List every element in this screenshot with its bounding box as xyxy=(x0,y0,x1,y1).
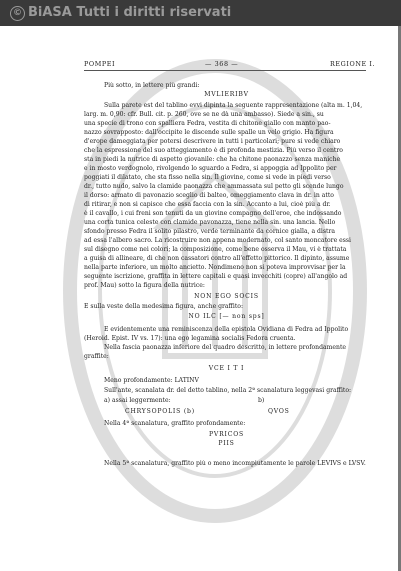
text-line: una corta tunica celeste con clamide pavonazza, tiene nella sin. una lancia. Nello xyxy=(84,219,336,226)
text-line: poggiati il dilatato, che sta fisso nella sin. Il giovine, come si vede in piedi verso xyxy=(84,174,331,181)
inscription: MVLIERIBV xyxy=(204,91,249,98)
text-line: sul disegno come nei colori; la composizione, come bene osserva il Mau, vi è trattata xyxy=(84,246,347,253)
text-line: di ritirar, e non si capisce che essa faccia con la sin. Accanto a lui, cioè più a dr. xyxy=(84,201,331,208)
text-line: Nella 4ª scanalatura, graffito profondamente: xyxy=(104,420,246,427)
inscription: NO ILC [— non sps] xyxy=(188,313,265,320)
text-line: dr., tutto nudo, salvo la clamide paonazza che ammassata sul petto gli scende lungo xyxy=(84,183,344,190)
text-line: a guisa di allineare, di che non cassatori contro all'effetto pittorico. Il dipinto, assume xyxy=(84,255,350,262)
text-line: d'erope dameggiata per potersi descrivere in tutti i particolari; pure si vede chiaro xyxy=(84,138,341,145)
text-line: Sulla parete est del tablino evvi dipinta la seguente rappresentazione (alta m. 1,04, xyxy=(104,102,363,109)
text-line: E sulla veste della medesima figura, anche graffito: xyxy=(84,303,244,310)
text-line: Sull'ante, scanalata dr. del detto tablino, nella 2ª scanalatura leggevasi graffito: xyxy=(104,387,352,394)
running-header-right: REGIONE I. xyxy=(330,60,376,68)
text-line: (Heroid. Epist. IV vs. 17): una ego legamina socialis Fedora cruenta. xyxy=(84,335,296,342)
text-line: ad essa l'albero sacro. La ricostruire non appena modernato, col santo moncatore essi xyxy=(84,237,351,244)
text-line: il dorso: armato di pavonazio sceglio di balteo, omeggiamento clava in dr. in atto xyxy=(84,192,334,199)
graffito-label-a: a) assai leggermente: xyxy=(104,397,171,404)
text-line: È evidentemente una reminiscenza della epistola Ovidiana di Fedra ad Ippolito xyxy=(104,326,349,333)
watermark-bar xyxy=(0,0,401,26)
text-line: nazzo sovrapposto: dall'occipite le discende sulle spalle un velo grigio. Ha figura xyxy=(84,129,334,136)
inscription: PVRICOS xyxy=(209,431,244,438)
text-line: Nella fascia paonazza inferiore del quadro descritto, in lettere profondamente xyxy=(104,344,347,351)
text-line: e in mosto verdognolo, rivolgendo lo sguardo a Fedra, si appoggia ad Ippolito per xyxy=(84,165,337,172)
text-line: seguente iscrizione, graffita in lettere capitali e quasi invecchiti (copre) all'angolo ad xyxy=(84,273,348,280)
text-line: che la espressione del suo atteggiamento è di profonda mestizia. Più verso il centro xyxy=(84,147,343,154)
graffito-word-b: QVOS xyxy=(268,408,290,415)
text-line: sfondo presso Fedra il solito pilastro, verde terminante da cornice gialla, a distra xyxy=(84,228,335,235)
running-header-left: POMPEI xyxy=(84,60,116,68)
inscription: VCE I T I xyxy=(208,365,245,372)
header-rule xyxy=(84,70,366,71)
text-line: Più sotto, in lettere più grandi: xyxy=(104,82,200,89)
text-line: graffite: xyxy=(84,353,109,360)
watermark-text: BiASA Tutti i diritti riservati xyxy=(28,5,232,20)
inscription: PIIS xyxy=(218,440,235,447)
text-line: larg. m. 0,90: cfr. Bull. cit. p. 260, ove se ne dà una ambasso). Siede a sin., su xyxy=(84,111,324,118)
graffito-label-b: b) xyxy=(258,397,265,404)
watermark xyxy=(10,5,231,21)
graffito-word-a: CHRYSOPOLIS (b) xyxy=(125,408,195,415)
text-line: Nella 5ª scanalatura, graffito più o meno incompiutamente le parole LEVIVS e LVSV. xyxy=(104,460,366,467)
inscription: NON EGO SOCIS xyxy=(194,293,259,300)
text-line: prof. Mau) sotto la figura della nutrice: xyxy=(84,282,205,289)
text-line: nella parte inferiore, un molto ancietto. Nondimeno non si poteva improvvisar per la xyxy=(84,264,346,271)
text-line: sta in piedi la nutrice di aspetto giovanile: che ha chitone paonazzo senza maniche xyxy=(84,156,341,163)
text-line: una specie di trono con spalliera Fedra, vestita di chitone giallo con manto pao- xyxy=(84,120,331,127)
text-line: Meno profondamente: LATINV xyxy=(104,377,199,384)
scanned-page xyxy=(0,26,401,571)
copyright-icon: © xyxy=(10,6,25,21)
page-number: — 368 — xyxy=(205,60,239,68)
text-line: è il cavallo, i cui freni son tenuti da un giovine compagno dell'eroe, che indossando xyxy=(84,210,342,217)
